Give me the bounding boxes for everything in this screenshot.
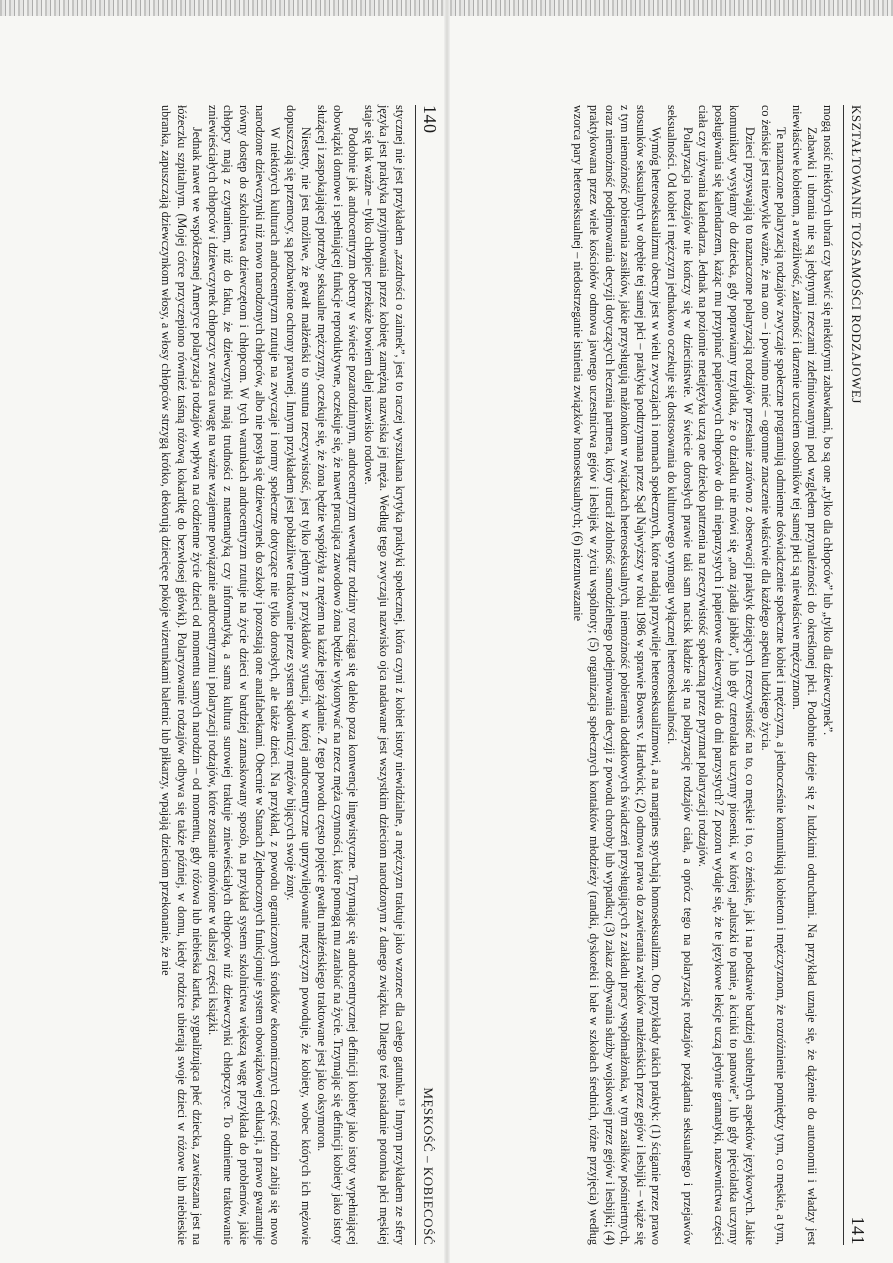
page-141	[458, 105, 868, 1245]
paragraph: stycznej nie jest przykładem „zazdrości o zaimek”, jest to raczej wyszukana krytyka praktyki społecznej, która czyni z kobiet istoty niewidzialne, a mężczyzn traktuje jako wzorzec dla całego gatunku.¹³ Innym przykładem ze sfery języka jest praktyka przyjmowania przez kobietę zamężną nazwiska jej męża. Według tego zwyczaju nazwisko ojca nadawane jest wszystkim dzieciom narodzonym z danego związku. Dlatego też posiadanie potomka płci męskiej staje się tak ważne – tylko chłopiec przekaże bowiem dalej nazwisko rodowe.	[361, 105, 407, 1245]
paragraph: Te naznaczone polaryzacją rodzajów zwyczaje społeczne programują odmienne doświadczenie społeczne kobiet i mężczyzn, a jednocześnie komunikują kobietom i mężczyznom, że rozróżnienie pomiędzy tym, co męskie, a tym, co żeńskie jest niezwykle ważne, że ma ono – i powinno mieć – ogromne znaczenie właściwie dla każdego aspektu ludzkiego życia.	[758, 105, 789, 1245]
page-header	[843, 105, 868, 1245]
paragraph: mogą nosić niektórych ubrań czy bawić się niektórymi zabawkami, bo są one „tylko dla chłopców” lub „tylko dla dziewczynek”.	[821, 105, 835, 736]
page-number: 140	[420, 105, 440, 134]
page-140	[30, 105, 440, 1245]
page-header	[415, 105, 440, 1245]
book-gutter	[444, 0, 450, 1263]
paragraph: Wymóg heteroseksualizmu obecny jest w wielu zwyczajach i normach społecznych, które nadają przywileje heteroseksualizmowi, a na margines spychają homoseksualizm. Oto przykłady takich praktyk: (1) ściganie przez prawo stosunków seksualnych w obrębie tej samej płci – praktyka podtrzymana przez Sąd Najwyższy w roku 1986 w sprawie Bowers v. Hardwick; (2) odmowa prawa do zawierania związków małżeńskich przez gejów i lesbijki – wiąże się z tym niemożność pobierania zasiłków, jakie przysługują małżonkom w związkach heteroseksualnych, niemożność pobierania dodatkowych świadczeń przysługujących z zakładu pracy współmałżonka, w tym zasiłków pośmiertnych, oraz niemożność podejmowania decyzji dotyczących leczenia partnera, który utracił zdolność samodzielnego podejmowania decyzji z powodu choroby lub wypadku; (3) zakaz odbywania służby wojskowej przez gejów i lesbijki; (4) praktykowana przez wiele kościołów odmowa jawnego uczestnictwa gejów i lesbijek w życiu wspólnoty; (5) organizacja społecznych kontaktów młodzieży (randki, dyskoteki i bale w szkołach średnich, różne przyjęcia) według wzorca pary heteroseksualnej – niedostrzeganie istnienia związków homoseksualnych; (6) nieznuwazanie	[571, 105, 664, 1245]
paragraph: Podobnie jak androcentryzm obecny w świecie pozarodzinnym, androcentryzm wewnątrz rodziny rozciąga się daleko poza konwencje lingwistyczne. Trzymając się androcentrycznej definicji kobiety jako istoty wypełniającej obowiązki domowe i spełniającej funkcje reproduktywne, oczekuje się, że nawet pracująca zawodowo żona będzie wykonywać na rzecz męża czynności, które pomogą mu zarabiać na życie. Trzymając się definicji kobiety jako istoty służącej i zaspokajającej potrzeby seksualne mężczyzny, oczekuje się, że żona będzie współżyła z mężem na każde jego żądanie. Z tego powodu często pojęcie gwałtu małżeńskiego traktowane jest jako oksymoron.	[315, 105, 361, 1245]
paragraph: Zabawki i ubrania nie są jedynymi rzeczami zdefiniowanymi pod względem przynależności do określonej płci. Podobnie dzieje się z ludzkimi odruchami. Na przykład uznaje się, że dążenie do autonomii i władzy jest niewłaściwe kobietom, a wrażliwość, zależność i darzenie uczuciem osobników tej samej płci są niewłaściwe mężczyznom.	[789, 105, 820, 1245]
paragraph: Polaryzacja rodzajów nie kończy się w dzieciństwie. W świecie dorosłych prawie taki sam nacisk kładzie się na polaryzację rodzajów ciała, a oprócz tego na polaryzację rodzajów pożądania seksualnego i przejawów seksualności. Od kobiet i mężczyzn jednakowo oczekuje się dostosowania do kulturowego wymogu wyłącznej heteroseksualności.	[665, 105, 695, 1245]
paragraph: Dzieci przyswajają to naznaczone polaryzacją rodzajów przesłanie zarówno z obserwacji praktyk dziejących rzeczywistość na to, co męskie i to, co żeńskie, jak i na podstawie bardziej subtelnych aspektów językowych. Jakie komunikaty wysyłamy do dziecka, gdy poprawiamy trzylatka, że o dziadku nie mówi się „ona zjadła jabłko”, lub gdy czterolatka uczymy piosenki, w której „paluszki to panie, a kciuki to panowie”, lub gdy pięciolatka uczymy posługiwania się kalendarzem, każąc mu przypinać papierowych chłopców do dni nieparzystych i papierowe dziewczynki do dni parzystych? Z pozoru wydaje się, że te językowe lekcje uczą jedynie gramatyki, nazewnictwa części ciała czy używania kalendarza. Jednak na poziomie metajęzyka uczą one dziecko patrzenia na rzeczywistość społeczną przez pryzmat polaryzacji rodzajów.	[696, 105, 758, 1245]
paragraph: Jednak nawet we współczesnej Ameryce polaryzacja rodzajów wpływa na codzienne życie dzieci od momentu samych narodzin – od momentu, gdy różowa lub niebieska kartka, sygnalizująca płeć dziecka, zawieszana jest na łóżeczku szpitalnym. (Mojej córce przyczepiono również taśmą różową kokardkę do bezwłosej główki). Polaryzowanie rodzajów odbywa się także później, w domu, kiedy rodzice ubierają swoje dzieci w różowe lub niebieskie ubranka, zapuszczają dziewczynkom włosy, a włosy chłopców strzygą krótko, dekorują dziecięce pokoje wizerunkami baletnic lub piłkarzy, wpajają dzieciom przekonanie, że nie	[159, 105, 205, 1245]
paragraph: W niektórych kulturach androcentryzm rzutuje na zwyczaje i normy społeczne dotyczące nie tylko dorosłych, ale także dzieci. Na przykład, z powodu ograniczonych środków ekonomicznych część rodzin zabija się nowo narodzone dziewczynki niż nowo narodzonych chłopców, albo nie posyła się dziewczynek do szkoły i pozostają one analfabetkami. Obecnie w Stanach Zjednoczonych funkcjonuje system obowiązkowej edukacji, a prawo gwarantuje równy dostęp do szkolnictwa dziewczętom i chłopcom. W tych warunkach androcentryzm rzutuje na życie dzieci w bardziej zamaskowany sposób, na przykład system szkolnictwa większą wagę przykłada do problemów, jakie chłopcy mają z czytaniem, niż do faktu, że dziewczynki mają trudności z matematyką czy informatyką, a sama kultura surowiej traktuje zniewieściałych chłopców niż dziewczynki chłopczyce. To odmienne traktowanie zniewieściałych chłopców i dziewczynek chłopczyc zwraca uwagę na ważne wzajemne powiązanie androcentryzmu i polaryzacji rodzajów, które zostanie omówione w dalszej części książki.	[205, 105, 283, 1245]
page-number: 141	[848, 1216, 868, 1245]
running-head: KSZTAŁTOWANIE TOŻSAMOŚCI RODZAJOWEJ	[849, 105, 864, 404]
paragraph: Niestety, nie jest możliwe, że gwałt małżeński to smutna rzeczywistość, jest tylko jednym z przykładów sytuacji, w której androcentryczne uprzywilejowanie mężczyzn powoduje, że kobiety, wobec których ich mężowie dopuszczają się przemocy, są pozbawione ochrony prawnej. Innym przykładem jest pobłażliwe traktowanie przez system sądowniczy mężów bijących swoje żony.	[283, 105, 314, 1245]
running-head: MĘSKOŚĆ – KOBIECOŚĆ	[421, 1087, 436, 1245]
